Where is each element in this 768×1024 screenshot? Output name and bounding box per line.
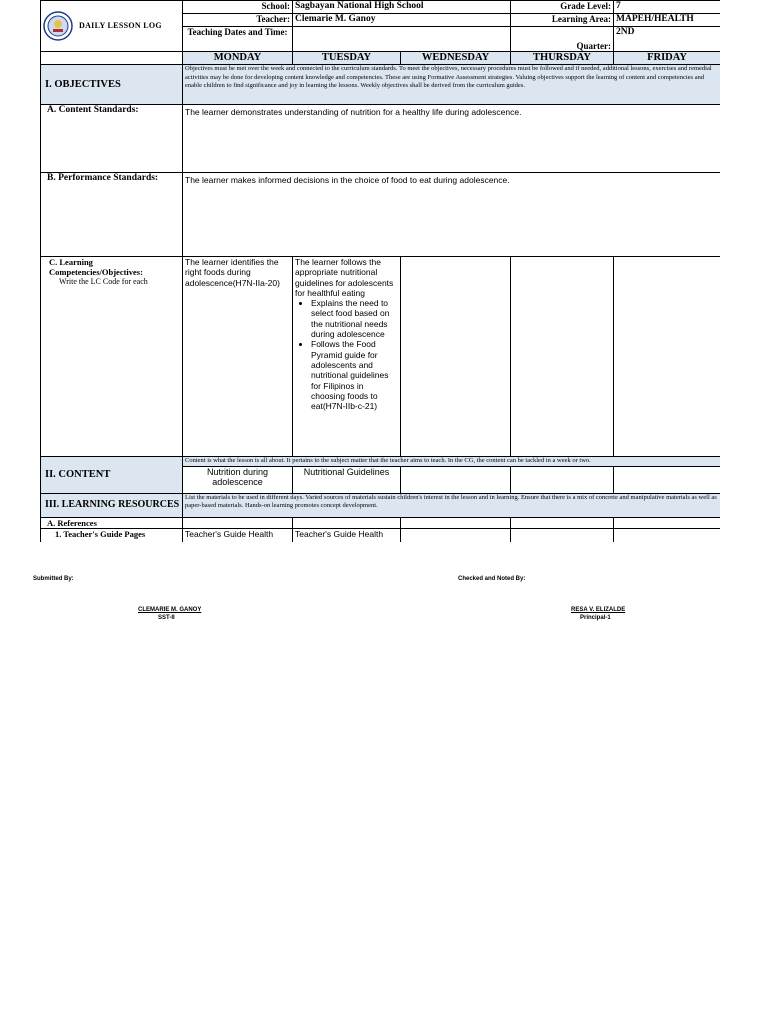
day-thursday: THURSDAY	[511, 52, 614, 65]
school-value: Sagbayan National High School	[293, 1, 511, 14]
references-wednesday	[401, 517, 511, 528]
lesson-log-table	[40, 0, 720, 542]
day-tuesday: TUESDAY	[293, 52, 401, 65]
submitted-title: SST-II	[158, 615, 175, 621]
teacher-value: Clemarie M. Ganoy	[293, 14, 511, 27]
performance-standards-text: The learner makes informed decisions in the choice of food to eat during adolescence.	[183, 173, 721, 257]
submitted-name: CLEMARIE M. GANOY	[138, 607, 202, 613]
deped-seal-icon	[43, 11, 73, 41]
list-item: • Explains the need to select food based on the nutritional needs during adolescence	[311, 298, 398, 339]
references-monday	[183, 517, 293, 528]
competency-monday: The learner identifies the right foods during adolescence(H7N-IIa-20)	[183, 257, 293, 457]
school-label: School:	[183, 1, 293, 14]
tg-friday	[614, 528, 720, 542]
competency-thursday	[511, 257, 614, 457]
objectives-label: I. OBJECTIVES	[41, 65, 183, 105]
resources-label: III. LEARNING RESOURCES	[41, 493, 183, 517]
references-label: A. References	[41, 517, 183, 528]
dates-value	[293, 27, 511, 52]
content-note: Content is what the lesson is all about. It pertains to the subject matter that the teacher aims to teach. In the CG, the content can be tackled in a week or two.	[183, 457, 721, 467]
competency-wednesday	[401, 257, 511, 457]
logo-cell	[41, 1, 183, 52]
references-friday	[614, 517, 720, 528]
lesson-log-page	[40, 0, 720, 542]
competency-friday	[614, 257, 720, 457]
checked-name: RESA V. ELIZALDE	[571, 607, 626, 613]
performance-standards-label: B. Performance Standards:	[41, 173, 183, 257]
content-friday	[614, 466, 720, 493]
grade-value: 7	[614, 1, 720, 14]
day-header-blank	[41, 52, 183, 65]
resources-note: List the materials to be used in different days. Varied sources of materials sustain children's interest in the lesson and in learning. Ensure that there is a mix of concrete and manipulative materials as well as paper-based materials. Hands-on learning promotes concept development.	[183, 493, 721, 517]
competencies-label: C. Learning Competencies/Objectives:	[49, 257, 143, 277]
objectives-note: Objectives must be met over the week and connected to the curriculum standards. To meet the objectives, necessary procedures must be followed and if needed, additional lessons, exercises and remedial activities may be done for developing content knowledge and competencies. These are using Formative Assessment strategies. Valuing objectives support the learning of content and competencies and enable children to find significance and joy in learning the lessons. Weekly objectives shall be derived from the curriculum guides.	[183, 65, 721, 105]
tg-label: 1. Teacher's Guide Pages	[41, 528, 183, 542]
quarter-label: Quarter:	[511, 27, 614, 52]
references-thursday	[511, 517, 614, 528]
competency-tuesday	[293, 257, 401, 457]
content-thursday	[511, 466, 614, 493]
content-label: II. CONTENT	[41, 457, 183, 494]
submitted-label: Submitted By:	[33, 576, 74, 582]
quarter-value: 2ND	[614, 27, 720, 52]
log-title: DAILY LESSON LOG	[79, 21, 162, 30]
competencies-sub: Write the LC Code for each	[59, 277, 148, 286]
teacher-label: Teacher:	[183, 14, 293, 27]
content-tuesday: Nutritional Guidelines	[293, 466, 401, 493]
tg-thursday	[511, 528, 614, 542]
content-standards-text: The learner demonstrates understanding of nutrition for a healthy life during adolescence.	[183, 105, 721, 173]
competencies-label-cell	[41, 257, 183, 457]
checked-title: Principal-1	[580, 615, 611, 621]
tg-tuesday: Teacher's Guide Health	[293, 528, 401, 542]
area-label: Learning Area:	[511, 14, 614, 27]
competency-tuesday-list	[295, 298, 398, 411]
content-monday: Nutrition during adolescence	[183, 466, 293, 493]
competency-tuesday-intro: The learner follows the appropriate nutritional guidelines for adolescents for healthful eating	[295, 257, 394, 298]
grade-label: Grade Level:	[511, 1, 614, 14]
day-friday: FRIDAY	[614, 52, 720, 65]
list-item: • Follows the Food Pyramid guide for adolescents and nutritional guidelines for Filipinos in choosing foods to eat(H7N-IIb-c-21)	[311, 339, 398, 411]
area-value: MAPEH/HEALTH	[614, 14, 720, 27]
content-standards-label: A. Content Standards:	[41, 105, 183, 173]
content-wednesday	[401, 466, 511, 493]
tg-wednesday	[401, 528, 511, 542]
day-monday: MONDAY	[183, 52, 293, 65]
day-wednesday: WEDNESDAY	[401, 52, 511, 65]
tg-monday: Teacher's Guide Health	[183, 528, 293, 542]
checked-label: Checked and Noted By:	[458, 576, 526, 582]
references-tuesday	[293, 517, 401, 528]
dates-label: Teaching Dates and Time:	[183, 27, 293, 52]
